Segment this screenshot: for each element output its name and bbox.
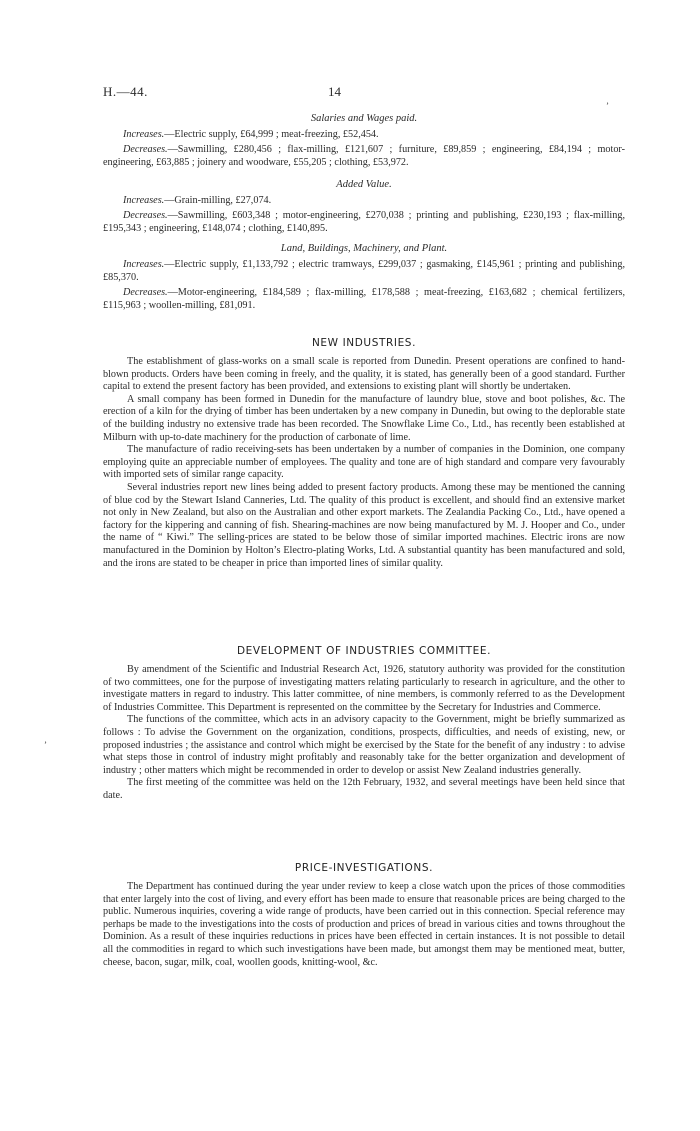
salaries-section bbox=[103, 113, 625, 171]
committee-section bbox=[103, 645, 625, 803]
increases-label: Increases. bbox=[123, 195, 165, 206]
decreases-label: Decreases. bbox=[123, 144, 168, 155]
document-reference: H.—44. bbox=[103, 84, 148, 99]
salaries-heading: Salaries and Wages paid. bbox=[310, 113, 418, 124]
paragraph: The first meeting of the committee was held on the 12th February, 1932, and several meetings have been held since that date. bbox=[103, 777, 625, 801]
committee-title: DEVELOPMENT OF INDUSTRIES COMMITTEE. bbox=[236, 645, 492, 657]
new-industries-section bbox=[103, 337, 625, 570]
paragraph: The manufacture of radio receiving-sets has been undertaken by a number of companies in the Dominion, one company employing quite an appreciable number of employees. The quality and tone are of high standard and compare very favourably with imported sets of similar range capacity. bbox=[103, 444, 625, 481]
added-value-section bbox=[103, 179, 625, 237]
salaries-decreases bbox=[103, 143, 625, 169]
land-increases bbox=[103, 258, 625, 284]
salaries-increases bbox=[103, 128, 625, 141]
price-section bbox=[103, 862, 625, 969]
added-value-increases bbox=[103, 194, 625, 207]
increases-label: Increases. bbox=[123, 129, 165, 140]
increases-label: Increases. bbox=[123, 259, 165, 270]
decreases-text: —Sawmilling, £280,456 ; flax-milling, £121,607 ; furniture, £89,859 ; engineering, £84,194 ; motor-engineering, £63,885 ; joinery and woodware, £55,205 ; clothing, £53,972. bbox=[103, 144, 625, 168]
added-value-decreases bbox=[103, 209, 625, 235]
paragraph: Several industries report new lines being added to present factory products. Among these may be mentioned the canning of blue cod by the Stewart Island Canneries, Ltd. The quality of this product is excellent, and should find an extensive market not only in New Zealand, but also on the Australian and other export markets. The Zealandia Packing Co., Ltd., have opened a factory for the kippering and canning of fish. Shearing-machines are now being manufactured by M. J. Hooper and Co., under the name of “ Kiwi.” The selling-prices are stated to be below those of similar imported machines. Electric irons are now manufactured in the Dominion by Holton’s Electro-plating Works, Ltd. A substantial quantity has been manufactured and sold, and the irons are stated to be cheaper in price than imported lines of similar quality. bbox=[103, 481, 625, 569]
decreases-text: —Sawmilling, £603,348 ; motor-engineering, £270,038 ; printing and publishing, £230,193 ; flax-milling, £195,343 ; engineering, £148,074 ; clothing, £140,895. bbox=[103, 210, 625, 234]
paragraph: The Department has continued during the year under review to keep a close watch upon the prices of those commodities that enter largely into the cost of living, and every effort has been made to ensure that reasonable prices are being charged to the public. Numerous inquiries, covering a wide range of products, have been carried out in this connection. Special reference may perhaps be made to the investigations into the costs of production and prices of bread in various cities and towns throughout the Dominion. As a result of these inquiries reductions in prices have been effected in certain instances. It is not possible to detail all the commodities in regard to which such investigations have been made, but amongst them may be mentioned meat, butter, cheese, bacon, sugar, milk, coal, woollen goods, knitting-wool, &c. bbox=[103, 881, 625, 968]
decreases-text: —Motor-engineering, £184,589 ; flax-milling, £178,588 ; meat-freezing, £163,682 ; chemical fertilizers, £115,963 ; woollen-milling, £81,091. bbox=[103, 287, 625, 311]
margin-mark-top: ’ bbox=[606, 101, 609, 111]
paragraph: The functions of the committee, which acts in an advisory capacity to the Government, might be briefly summarized as follows : To advise the Government on the organization, conditions, prospects, difficulties, and needs of existing, new, or proposed industries ; the assistance and control which might be exercised by the State for the benefit of any industry : to advise what steps those in control of industry might profitably and reasonably take for the better organization and development of industry ; other matters which might be recommended in order to develop or assist New Zealand industries generally. bbox=[103, 714, 625, 776]
land-decreases bbox=[103, 286, 625, 312]
paragraph: By amendment of the Scientific and Industrial Research Act, 1926, statutory authority was provided for the constitution of two committees, one for the purpose of investigating matters relating particularly to research in agriculture, and the other to investigate matters in regard to industry. This latter committee, of nine members, is commonly referred to as the Development of Industries Committee. This Department is represented on the committee by the Secretary for Industries and Commerce. bbox=[103, 664, 625, 713]
decreases-label: Decreases. bbox=[123, 287, 168, 298]
margin-mark-left: ’ bbox=[44, 740, 47, 750]
land-section bbox=[103, 243, 625, 314]
price-title: PRICE-INVESTIGATIONS. bbox=[294, 862, 434, 874]
added-value-heading: Added Value. bbox=[336, 179, 392, 190]
increases-text: —Electric supply, £1,133,792 ; electric tramways, £299,037 ; gasmaking, £145,961 ; printing and publishing, £85,370. bbox=[103, 259, 625, 283]
paragraph: The establishment of glass-works on a small scale is reported from Dunedin. Present operations are confined to hand-blown products. Orders have been coming in freely, and the quality, it is stated, has generally been of a good standard. Further capital to extend the present factory has been provided, and extensions to existing plant will shortly be undertaken. bbox=[103, 356, 625, 393]
paragraph: A small company has been formed in Dunedin for the manufacture of laundry blue, stove and boot polishes, &c. The erection of a kiln for the drying of timber has been undertaken by a new company in Dunedin, but owing to the deplorable state of the building industry no extensive trade has been recorded. The Snowflake Lime Co., Ltd., has recently been established at Milburn with up-to-date machinery for the production of carbonate of lime. bbox=[103, 393, 625, 443]
decreases-label: Decreases. bbox=[123, 210, 168, 221]
new-industries-title: NEW INDUSTRIES. bbox=[311, 337, 417, 349]
increases-text: —Electric supply, £64,999 ; meat-freezing, £52,454. bbox=[164, 129, 379, 140]
increases-text: —Grain-milling, £27,074. bbox=[164, 195, 272, 206]
page-number: 14 bbox=[328, 84, 341, 99]
land-heading: Land, Buildings, Machinery, and Plant. bbox=[280, 243, 448, 254]
